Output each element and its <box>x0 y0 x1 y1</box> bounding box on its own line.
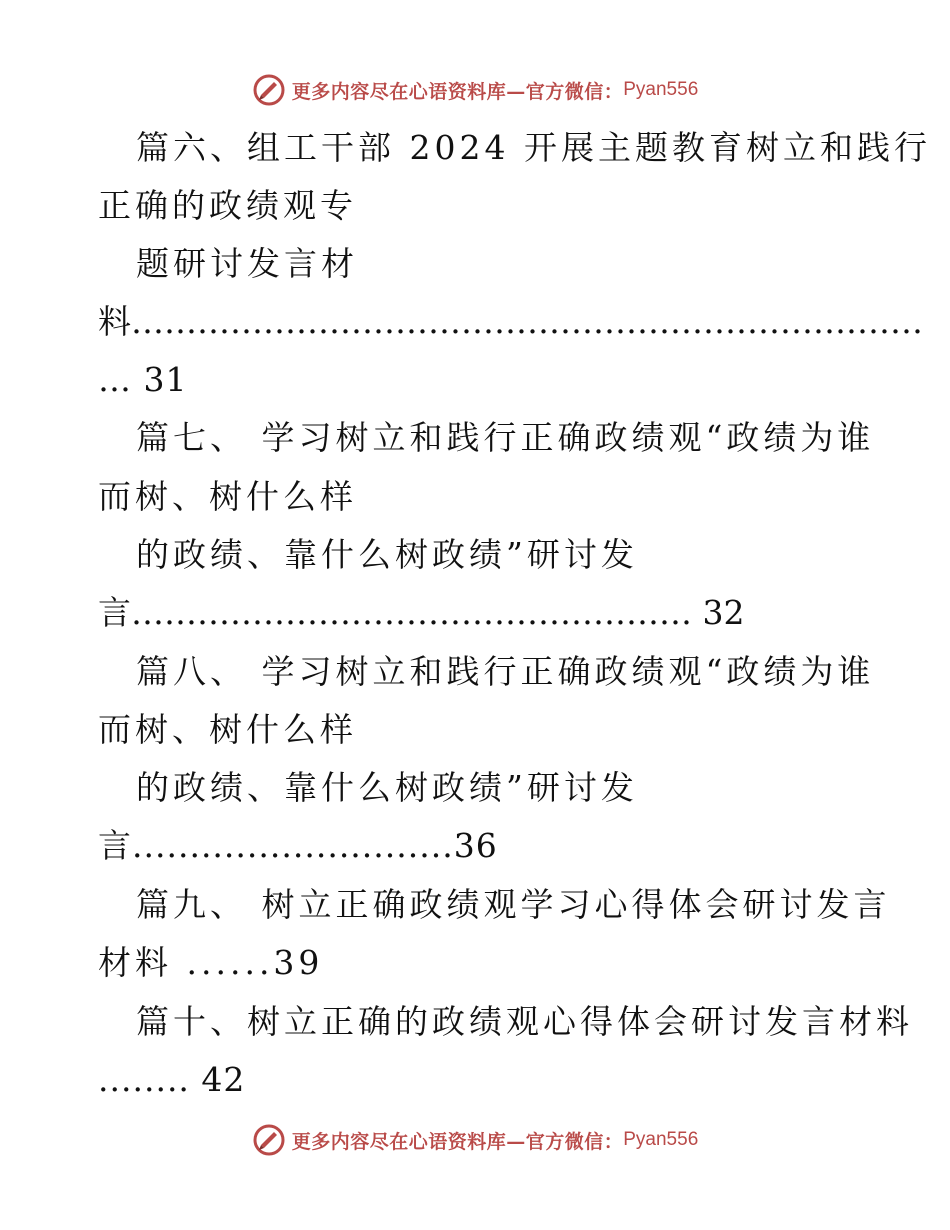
toc-line: 篇八、 学习树立和践行正确政绩观“政绩为谁 <box>136 652 875 691</box>
brand-logo-icon <box>252 1123 286 1157</box>
toc-line: 题研讨发言材 <box>136 244 358 283</box>
watermark-wechat-id: Pyan556 <box>623 79 699 100</box>
toc-line: 的政绩、靠什么树政绩”研讨发 <box>136 768 638 807</box>
toc-line: ........ 42 <box>98 1060 246 1099</box>
toc-line: 料……………………………………………………………… <box>98 302 923 341</box>
brand-logo-icon <box>252 73 286 107</box>
toc-line: 篇六、组工干部 2024 开展主题教育树立和践行 <box>136 128 931 167</box>
toc-line: 材料 ......39 <box>98 943 324 982</box>
toc-line: 言…………………………………………… 32 <box>98 593 745 632</box>
toc-line: 言............................36 <box>98 826 498 865</box>
watermark-wechat-id: Pyan556 <box>623 1129 699 1150</box>
toc-line: 篇九、 树立正确政绩观学习心得体会研讨发言 <box>136 885 891 924</box>
toc-line: 篇七、 学习树立和践行正确政绩观“政绩为谁 <box>136 418 875 457</box>
toc-line: 篇十、树立正确的政绩观心得体会研讨发言材料 <box>136 1002 913 1041</box>
watermark-text: 更多内容尽在心语资料库—官方微信： <box>291 80 624 103</box>
toc-line: 而树、树什么样 <box>98 477 357 516</box>
toc-line: 正确的政绩观专 <box>98 186 357 225</box>
toc-line: 而树、树什么样 <box>98 710 357 749</box>
toc-page-number: … 31 <box>98 360 188 399</box>
footer-watermark <box>0 1120 950 1160</box>
toc-line: 的政绩、靠什么树政绩”研讨发 <box>136 535 638 574</box>
header-watermark <box>0 70 950 110</box>
watermark-text: 更多内容尽在心语资料库—官方微信： <box>291 1130 624 1153</box>
